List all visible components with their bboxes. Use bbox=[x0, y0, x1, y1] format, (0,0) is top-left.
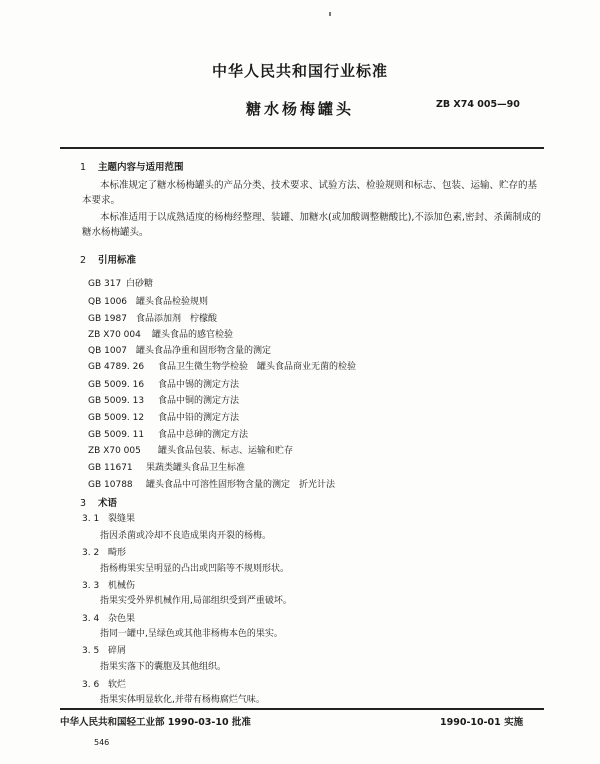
term-heading: 3. 1 裂缝果 bbox=[82, 514, 136, 524]
ref-item: QB 1007 罐头食品净重和固形物含量的测定 bbox=[88, 346, 272, 356]
ref-item: GB 4789. 26 食品卫生微生物学检验 罐头食品商业无菌的检验 bbox=[88, 362, 357, 372]
header-rule bbox=[60, 147, 544, 149]
section-2-heading: 2 引用标准 bbox=[80, 255, 137, 266]
footer-rule bbox=[60, 708, 544, 710]
section-3-heading: 3 术语 bbox=[80, 498, 118, 509]
standard-number: ZB X74 005—90 bbox=[436, 99, 520, 110]
scan-speck bbox=[329, 12, 331, 16]
ref-item: QB 1006 罐头食品检验规则 bbox=[88, 297, 209, 307]
ref-item: ZB X70 005 罐头食品包装、标志、运输和贮存 bbox=[88, 446, 294, 456]
term-definition: 指果实落下的囊胞及其他组织。 bbox=[100, 662, 227, 672]
ref-item: GB 1987 食品添加剂 柠檬酸 bbox=[88, 314, 218, 324]
term-definition: 指果实受外界机械作用,局部组织受到严重破坏。 bbox=[100, 596, 292, 606]
page-number: 546 bbox=[94, 738, 110, 747]
org-title: 中华人民共和国行业标准 bbox=[211, 62, 388, 80]
section-1-para-2: 本标准适用于以成熟适度的杨梅经整理、装罐、加糖水(或加酸调整糖酸比),不添加色素,密封、杀菌制成的糖水杨梅罐头。 bbox=[82, 212, 541, 238]
term-definition: 指杨梅果实呈明显的凸出或凹陷等不规则形状。 bbox=[100, 564, 290, 574]
term-definition: 指同一罐中,呈绿色或其他非杨梅本色的果实。 bbox=[100, 629, 283, 639]
ref-item: GB 5009. 16 食品中锡的测定方法 bbox=[88, 380, 240, 390]
term-definition: 指因杀菌或冷却不良造成果肉开裂的杨梅。 bbox=[100, 531, 272, 541]
term-heading: 3. 6 软烂 bbox=[82, 680, 127, 690]
term-heading: 3. 4 杂色果 bbox=[82, 614, 136, 624]
doc-title: 糖水杨梅罐头 bbox=[245, 100, 354, 118]
ref-item: GB 11671 果蔬类罐头食品卫生标准 bbox=[88, 463, 246, 473]
term-heading: 3. 5 碎屑 bbox=[82, 646, 127, 656]
section-1-para-1: 本标准规定了糖水杨梅罐头的产品分类、技术要求、试验方法、检验规则和标志、包装、运输、贮存的基本要求。 bbox=[82, 180, 538, 206]
ref-item: GB 317 白砂糖 bbox=[88, 279, 154, 289]
term-heading: 3. 2 畸形 bbox=[82, 548, 127, 558]
term-heading: 3. 3 机械伤 bbox=[82, 581, 136, 591]
term-definition: 指果实体明显软化,并带有杨梅腐烂气味。 bbox=[100, 695, 265, 705]
effective-date: 1990-10-01 实施 bbox=[440, 717, 524, 728]
approval-line: 中华人民共和国轻工业部 1990-03-10 批准 bbox=[60, 717, 251, 728]
ref-item: GB 5009. 11 食品中总砷的测定方法 bbox=[88, 430, 249, 440]
section-1-heading: 1 主题内容与适用范围 bbox=[80, 162, 184, 173]
ref-item: GB 10788 罐头食品中可溶性固形物含量的测定 折光计法 bbox=[88, 480, 336, 490]
ref-item: GB 5009. 13 食品中铜的测定方法 bbox=[88, 396, 240, 406]
ref-item: ZB X70 004 罐头食品的感官检验 bbox=[88, 330, 234, 340]
ref-item: GB 5009. 12 食品中铅的测定方法 bbox=[88, 413, 240, 423]
